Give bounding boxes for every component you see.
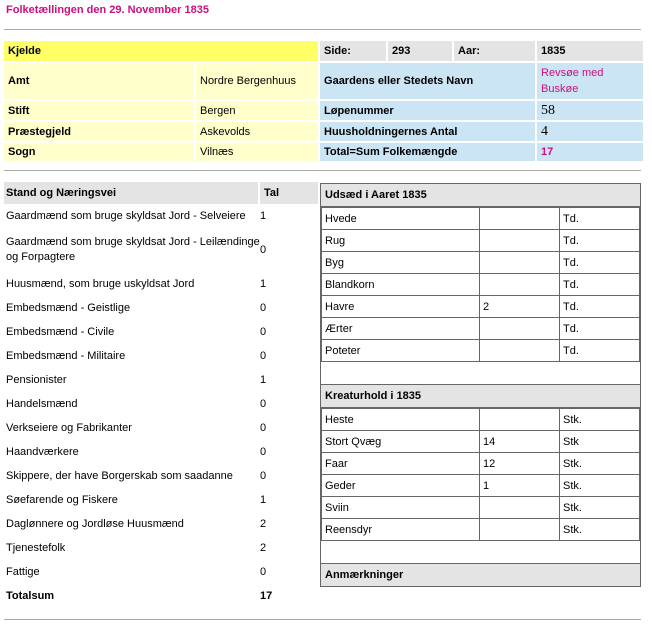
stand-row-value: 0 bbox=[260, 302, 267, 314]
lopenummer-label: Løpenummer bbox=[320, 101, 535, 120]
stand-row-label: Skippere, der have Borgerskab som saadanne bbox=[6, 469, 233, 482]
stand-row-label: Embedsmænd - Civile bbox=[6, 325, 115, 338]
udsaed-value bbox=[480, 230, 560, 252]
section-spacer bbox=[321, 362, 640, 385]
udsaed-row bbox=[322, 318, 640, 340]
udsaed-label: Poteter bbox=[322, 340, 480, 362]
husholdninger-label: Huusholdningernes Antal bbox=[320, 122, 535, 141]
stand-row-value: 0 bbox=[260, 244, 267, 256]
divider bbox=[4, 619, 641, 620]
stand-row-label: Pensionister bbox=[6, 373, 67, 386]
udsaed-title: Udsæd i Aaret 1835 bbox=[321, 184, 640, 207]
stand-row-value: 0 bbox=[260, 566, 267, 578]
udsaed-value bbox=[480, 340, 560, 362]
stand-row-label: Søefarende og Fiskere bbox=[6, 493, 118, 506]
farm-panel bbox=[320, 183, 641, 587]
stand-row bbox=[4, 464, 318, 488]
stand-total-value: 17 bbox=[260, 590, 273, 602]
stand-row bbox=[4, 488, 318, 512]
udsaed-unit: Td. bbox=[560, 252, 640, 274]
udsaed-label: Hvede bbox=[322, 208, 480, 230]
kreatur-unit: Stk. bbox=[560, 409, 640, 431]
stand-row-value: 0 bbox=[260, 422, 267, 434]
stand-row bbox=[4, 204, 318, 228]
stand-row bbox=[4, 512, 318, 536]
stand-row bbox=[4, 392, 318, 416]
section-spacer bbox=[321, 541, 640, 564]
udsaed-unit: Td. bbox=[560, 208, 640, 230]
kreatur-row bbox=[322, 453, 640, 475]
kreatur-unit: Stk. bbox=[560, 497, 640, 519]
stand-row bbox=[4, 368, 318, 392]
stand-row-label: Haandværkere bbox=[6, 445, 79, 458]
udsaed-unit: Td. bbox=[560, 296, 640, 318]
kreatur-unit: Stk. bbox=[560, 453, 640, 475]
udsaed-unit: Td. bbox=[560, 230, 640, 252]
tal-col-label: Tal bbox=[258, 182, 318, 204]
stand-row-value: 1 bbox=[260, 494, 267, 506]
kreatur-value bbox=[480, 497, 560, 519]
udsaed-label: Rug bbox=[322, 230, 480, 252]
stand-row-value: 2 bbox=[260, 518, 267, 530]
udsaed-label: Ærter bbox=[322, 318, 480, 340]
kreatur-unit: Stk bbox=[560, 431, 640, 453]
stand-row-value: 1 bbox=[260, 374, 267, 386]
stand-row-value: 0 bbox=[260, 446, 267, 458]
udsaed-value bbox=[480, 318, 560, 340]
kreatur-label: Geder bbox=[322, 475, 480, 497]
stand-row-value: 0 bbox=[260, 326, 267, 338]
udsaed-value bbox=[480, 252, 560, 274]
stand-col-label: Stand og Næringsvei bbox=[6, 187, 117, 199]
udsaed-unit: Td. bbox=[560, 340, 640, 362]
stand-row-label: Huusmænd, som bruge uskyldsat Jord bbox=[6, 277, 195, 290]
praestegjeld-value: Askevolds bbox=[196, 122, 318, 141]
stand-row-label: Fattige bbox=[6, 565, 40, 578]
stand-total-row bbox=[4, 584, 318, 608]
stand-header bbox=[4, 182, 318, 204]
kreatur-value bbox=[480, 409, 560, 431]
kreatur-value: 12 bbox=[480, 453, 560, 475]
udsaed-label: Havre bbox=[322, 296, 480, 318]
udsaed-table bbox=[321, 207, 640, 362]
stand-total-label: Totalsum bbox=[6, 590, 55, 602]
divider bbox=[4, 29, 641, 30]
kreatur-label: Sviin bbox=[322, 497, 480, 519]
kreatur-table bbox=[321, 408, 640, 541]
udsaed-row bbox=[322, 208, 640, 230]
side-value: 293 bbox=[388, 41, 452, 61]
stand-row-label: Handelsmænd bbox=[6, 397, 78, 410]
stift-label: Stift bbox=[4, 101, 194, 120]
stand-row-label: Embedsmænd - Geistlige bbox=[6, 301, 131, 314]
udsaed-value: 2 bbox=[480, 296, 560, 318]
page-title: Folketællingen den 29. November 1835 bbox=[6, 4, 209, 16]
udsaed-unit: Td. bbox=[560, 318, 640, 340]
stand-row-label: Gaardmænd som bruge skyldsat Jord - Leilændinge og Forpagtere bbox=[6, 236, 260, 263]
gaard-label: Gaardens eller Stedets Navn bbox=[320, 63, 535, 99]
kreatur-label: Heste bbox=[322, 409, 480, 431]
stand-row bbox=[4, 320, 318, 344]
kreatur-row bbox=[322, 475, 640, 497]
kreatur-row bbox=[322, 409, 640, 431]
udsaed-row bbox=[322, 340, 640, 362]
udsaed-row bbox=[322, 274, 640, 296]
stift-value: Bergen bbox=[196, 101, 318, 120]
kreatur-label: Stort Qvæg bbox=[322, 431, 480, 453]
stand-row bbox=[4, 296, 318, 320]
divider bbox=[4, 170, 641, 171]
stand-row bbox=[4, 536, 318, 560]
udsaed-unit: Td. bbox=[560, 274, 640, 296]
stand-table bbox=[4, 182, 318, 608]
stand-row-value: 0 bbox=[260, 350, 267, 362]
total-value: 17 bbox=[537, 143, 643, 161]
amt-value: Nordre Bergenhuus bbox=[196, 63, 318, 99]
sogn-label: Sogn bbox=[4, 143, 194, 161]
udsaed-value bbox=[480, 208, 560, 230]
stand-row-label: Verkseiere og Fabrikanter bbox=[6, 421, 132, 434]
kreatur-label: Faar bbox=[322, 453, 480, 475]
gaard-value: Revsøe med Buskøe bbox=[537, 63, 643, 99]
kreatur-value: 14 bbox=[480, 431, 560, 453]
udsaed-row bbox=[322, 296, 640, 318]
lopenummer-value: 58 bbox=[537, 101, 643, 120]
husholdninger-value: 4 bbox=[537, 122, 643, 141]
header-table bbox=[2, 39, 645, 163]
stand-row-value: 0 bbox=[260, 398, 267, 410]
stand-row-label: Embedsmænd - Militaire bbox=[6, 349, 126, 362]
kreatur-value bbox=[480, 519, 560, 541]
anmaerkninger-title: Anmærkninger bbox=[321, 564, 640, 587]
stand-row-label: Gaardmænd som bruge skyldsat Jord - Selveiere bbox=[6, 209, 246, 222]
stand-row bbox=[4, 440, 318, 464]
aar-label: Aar: bbox=[454, 41, 535, 61]
udsaed-label: Blandkorn bbox=[322, 274, 480, 296]
stand-row-value: 1 bbox=[260, 210, 267, 222]
udsaed-row bbox=[322, 230, 640, 252]
stand-row bbox=[4, 416, 318, 440]
kreatur-label: Reensdyr bbox=[322, 519, 480, 541]
praestegjeld-label: Præstegjeld bbox=[4, 122, 194, 141]
stand-row bbox=[4, 228, 318, 272]
sogn-value: Vilnæs bbox=[196, 143, 318, 161]
stand-row-label: Daglønnere og Jordløse Huusmænd bbox=[6, 517, 184, 530]
kreatur-row bbox=[322, 497, 640, 519]
kjelde-label: Kjelde bbox=[4, 41, 318, 61]
stand-row bbox=[4, 560, 318, 584]
udsaed-row bbox=[322, 252, 640, 274]
stand-row-value: 2 bbox=[260, 542, 267, 554]
stand-row-value: 1 bbox=[260, 278, 267, 290]
kreatur-unit: Stk. bbox=[560, 519, 640, 541]
kreatur-value: 1 bbox=[480, 475, 560, 497]
udsaed-value bbox=[480, 274, 560, 296]
kreatur-title: Kreaturhold i 1835 bbox=[321, 385, 640, 408]
kreatur-unit: Stk. bbox=[560, 475, 640, 497]
udsaed-label: Byg bbox=[322, 252, 480, 274]
aar-value: 1835 bbox=[537, 41, 643, 61]
side-label: Side: bbox=[320, 41, 386, 61]
stand-row-label: Tjenestefolk bbox=[6, 541, 66, 554]
amt-label: Amt bbox=[4, 63, 194, 99]
kreatur-row bbox=[322, 431, 640, 453]
kreatur-row bbox=[322, 519, 640, 541]
stand-row bbox=[4, 272, 318, 296]
stand-row bbox=[4, 344, 318, 368]
total-label: Total=Sum Folkemængde bbox=[320, 143, 535, 161]
stand-row-value: 0 bbox=[260, 470, 267, 482]
